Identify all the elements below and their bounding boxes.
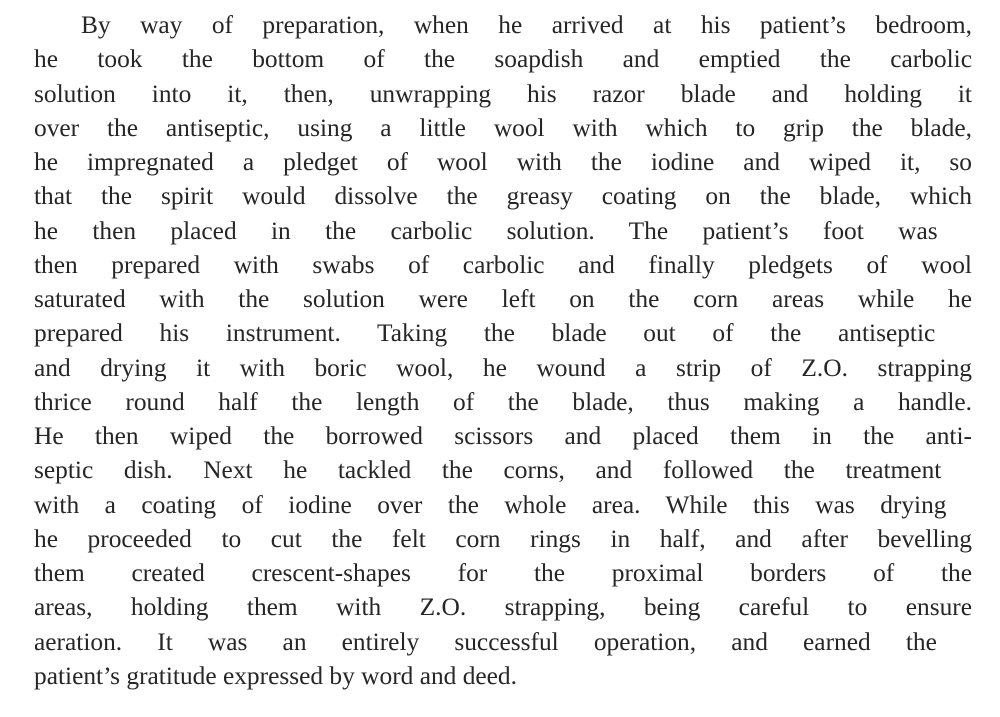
text-line-19: aeration. It was an entirely successful operation, and earned the	[34, 627, 937, 656]
text-line-5: he impregnated a pledget of wool with the iodine and wiped it, so	[34, 148, 972, 176]
text-line-1: By way of preparation, when he arrived at his patient’s bedroom,	[81, 11, 972, 39]
text-line-6: that the spirit would dissolve the greasy coating on the blade, which	[34, 182, 972, 211]
text-line-8: then prepared with swabs of carbolic and finally pledgets of wool	[34, 250, 972, 279]
text-line-4: over the antiseptic, using a little wool with which to grip the blade,	[34, 113, 972, 142]
text-line-13: He then wiped the borrowed scissors and placed them in the anti-	[34, 422, 972, 450]
text-line-9: saturated with the solution were left on the corn areas while he	[34, 285, 972, 313]
text-line-12: thrice round half the length of the blade, thus making a handle.	[34, 387, 972, 416]
text-line-20: patient’s gratitude expressed by word and deed.	[34, 661, 517, 690]
text-line-11: and drying it with boric wool, he wound a strip of Z.O. strapping	[34, 353, 972, 382]
text-line-2: he took the bottom of the soapdish and emptied the carbolic	[34, 45, 972, 74]
text-line-3: solution into it, then, unwrapping his razor blade and holding it	[34, 79, 972, 108]
text-line-14: septic dish. Next he tackled the corns, and followed the treatment	[34, 456, 942, 485]
text-line-7: he then placed in the carbolic solution. The patient’s foot was	[34, 216, 938, 245]
paragraph	[34, 8, 972, 693]
text-line-17: them created crescent-shapes for the proximal borders of the	[34, 559, 972, 587]
text-line-10: prepared his instrument. Taking the blade out of the antiseptic	[34, 319, 936, 348]
text-line-15: with a coating of iodine over the whole area. While this was drying	[34, 490, 947, 519]
text-line-16: he proceeded to cut the felt corn rings in half, and after bevelling	[34, 524, 972, 553]
text-line-18: areas, holding them with Z.O. strapping, being careful to ensure	[34, 593, 972, 622]
